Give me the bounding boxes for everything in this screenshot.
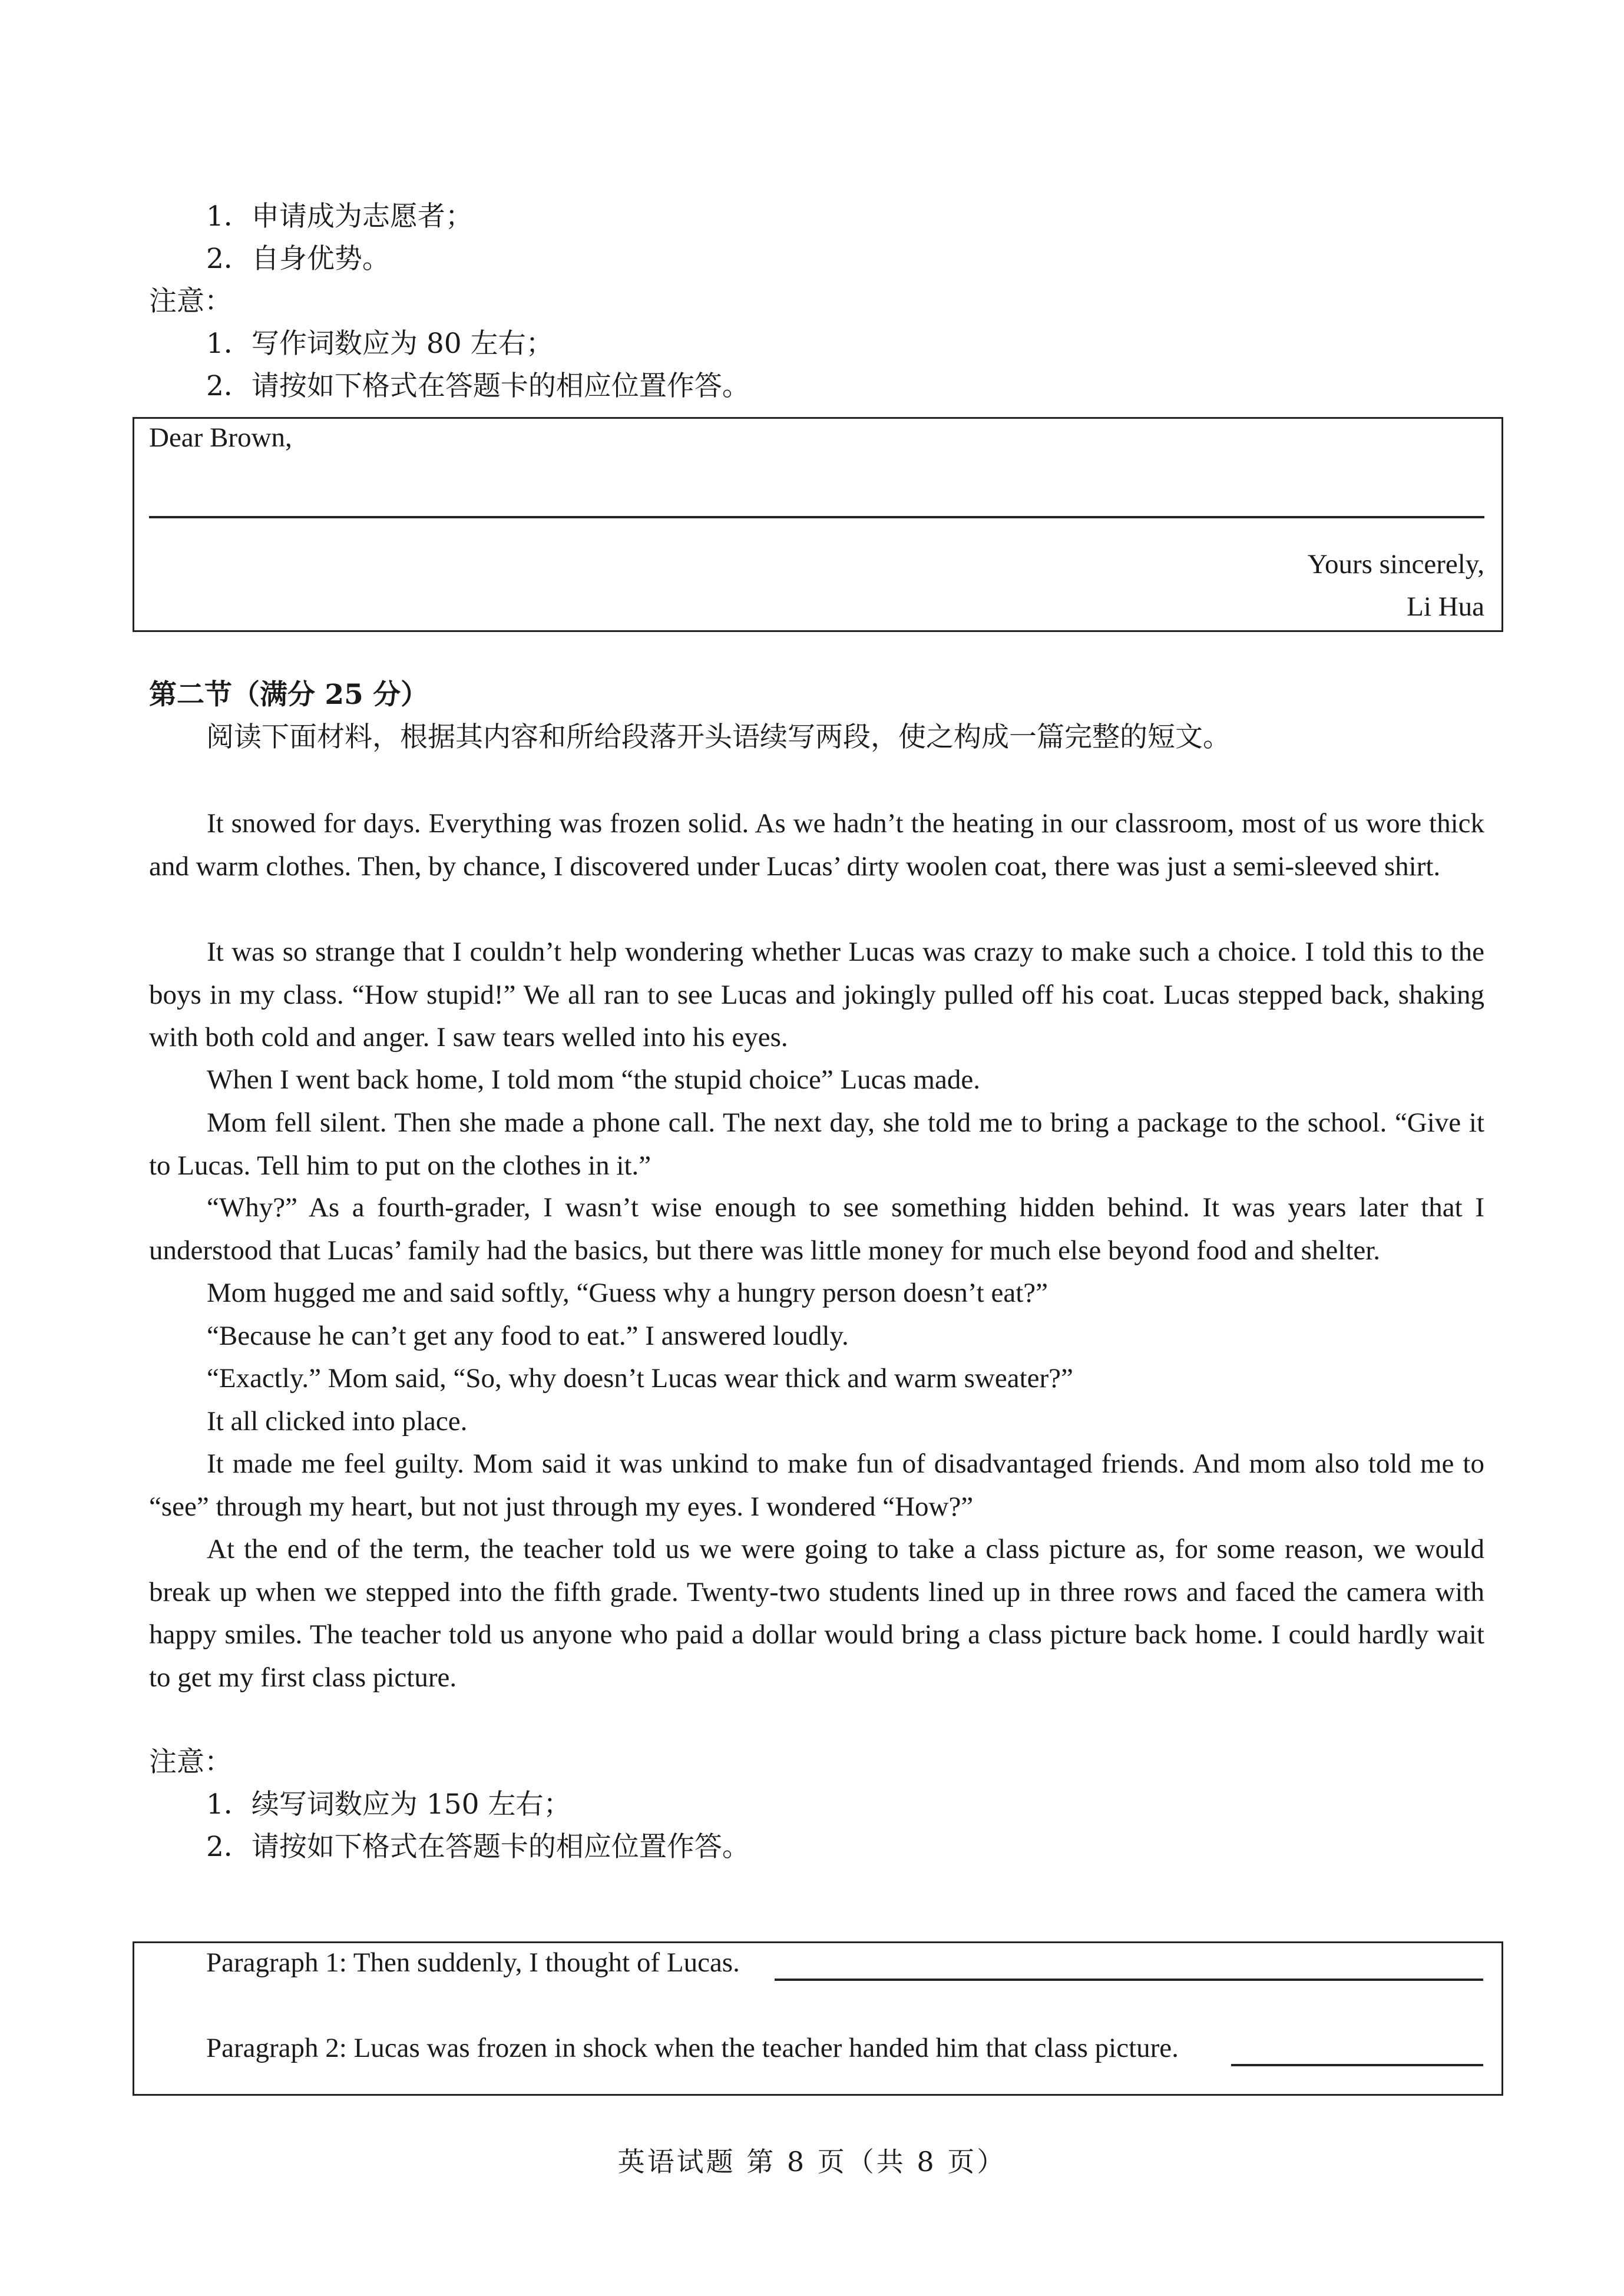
letter-signature: Li Hua <box>1407 591 1484 622</box>
story-paragraph: “Because he can’t get any food to eat.” I answered loudly. <box>207 1321 849 1351</box>
paragraph1-opening: Paragraph 1: Then suddenly, I thought of Lucas. <box>206 1947 740 1978</box>
task1-note-2: 2．请按如下格式在答题卡的相应位置作答。 <box>206 370 750 402</box>
story-paragraph: When I went back home, I told mom “the stupid choice” Lucas made. <box>207 1064 980 1095</box>
paragraph1-blank <box>775 1979 1483 1981</box>
section2-note-2: 2．请按如下格式在答题卡的相应位置作答。 <box>206 1831 750 1863</box>
section2-note-1: 1．续写词数应为 150 左右； <box>206 1788 571 1821</box>
letter-answer-box <box>133 417 1503 632</box>
paragraph2-blank <box>1231 2064 1483 2066</box>
section2-notes-title: 注意： <box>149 1746 232 1778</box>
story-paragraph: Mom fell silent. Then she made a phone call. The next day, she told me to bring a package to the school. “Give it to Lucas. Tell him to put on the clothes in it.” <box>149 1107 1484 1181</box>
story-paragraph: “Exactly.” Mom said, “So, why doesn’t Lucas wear thick and warm sweater?” <box>207 1363 1073 1394</box>
story-paragraph: It all clicked into place. <box>207 1406 468 1437</box>
task1-point-2: 2．自身优势。 <box>206 243 390 275</box>
story-paragraph: At the end of the term, the teacher told us we were going to take a class picture as, for some reason, we would break up when we stepped into the fifth grade. Twenty-two students lined up in three rows and faced the camera with happy smiles. The teacher told us anyone who paid a dollar would bring a class picture back home. I could hardly wait to get my first class picture. <box>149 1534 1484 1693</box>
section2-instruction: 阅读下面材料，根据其内容和所给段落开头语续写两段，使之构成一篇完整的短文。 <box>206 721 1231 753</box>
section2-heading: 第二节（满分 25 分） <box>149 679 429 711</box>
task1-point-1: 1．申请成为志愿者； <box>206 200 473 233</box>
paragraph2-opening: Paragraph 2: Lucas was frozen in shock when the teacher handed him that class picture. <box>206 2033 1179 2063</box>
story-paragraph: “Why?” As a fourth-grader, I wasn’t wise enough to see something hidden behind. It was years later that I understood that Lucas’ family had the basics, but there was little money for much else beyond food and shelter. <box>149 1192 1484 1266</box>
story-paragraph: It made me feel guilty. Mom said it was unkind to make fun of disadvantaged friends. And mom also told me to “see” through my heart, but not just through my eyes. I wondered “How?” <box>149 1448 1484 1522</box>
story-paragraph: Mom hugged me and said softly, “Guess why a hungry person doesn’t eat?” <box>207 1278 1048 1308</box>
task1-note-1: 1．写作词数应为 80 左右； <box>206 327 554 360</box>
story-paragraph: It snowed for days. Everything was frozen solid. As we hadn’t the heating in our classroom, most of us wore thick and warm clothes. Then, by chance, I discovered under Lucas’ dirty woolen coat, there was just a semi-sleeved shirt. <box>149 808 1484 882</box>
letter-closing: Yours sincerely, <box>1307 549 1484 580</box>
letter-writing-line <box>149 516 1484 518</box>
task1-notes-title: 注意： <box>149 285 232 317</box>
letter-greeting: Dear Brown, <box>149 422 292 453</box>
page-footer: 英语试题 第 8 页（共 8 页） <box>617 2146 1007 2178</box>
story-paragraph: It was so strange that I couldn’t help wondering whether Lucas was crazy to make such a choice. I told this to the boys in my class. “How stupid!” We all ran to see Lucas and jokingly pulled off his coat. Lucas stepped back, shaking with both cold and anger. I saw tears welled into his eyes. <box>149 937 1484 1053</box>
